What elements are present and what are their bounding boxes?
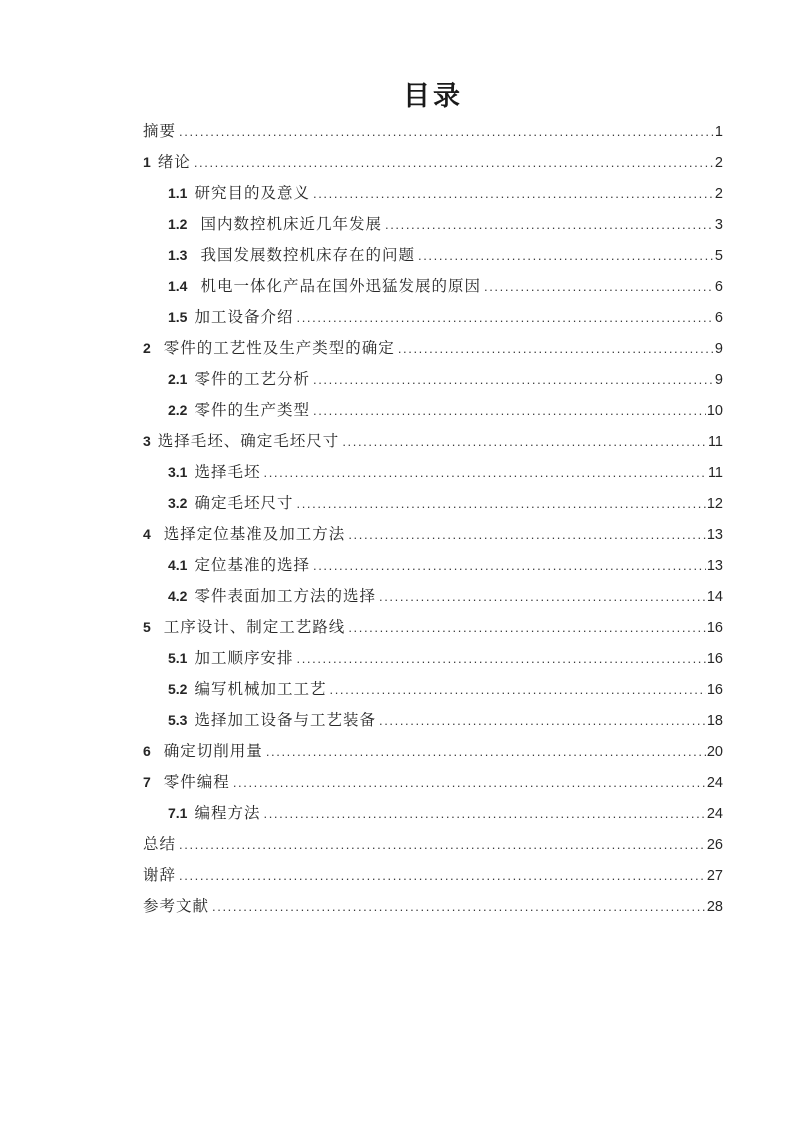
- toc-entry-label: 定位基准的选择: [194, 557, 310, 574]
- toc-entry-label: 确定切削用量: [163, 743, 263, 760]
- toc-entry[interactable]: [143, 240, 723, 271]
- toc-entry[interactable]: [143, 116, 723, 147]
- toc-entry[interactable]: [143, 612, 723, 643]
- toc-entry-page: 6: [714, 279, 723, 295]
- toc-entry-number: 5: [143, 619, 151, 635]
- dot-leader: [194, 147, 714, 178]
- dot-leader: [313, 550, 706, 581]
- dot-leader: [385, 209, 714, 240]
- dot-leader: [342, 426, 707, 457]
- dot-leader: [348, 519, 706, 550]
- toc-entry-label: 谢辞: [143, 867, 177, 884]
- toc-entry[interactable]: [143, 147, 723, 178]
- toc-entry-number: 1.4: [168, 278, 188, 294]
- toc-entry-label: 加工顺序安排: [194, 650, 294, 667]
- toc-entry-number: 5.1: [168, 650, 188, 666]
- toc-entry[interactable]: [143, 829, 723, 860]
- dot-leader: [379, 581, 706, 612]
- toc-entry-page: 2: [714, 186, 723, 202]
- toc-entry[interactable]: [143, 767, 723, 798]
- toc-entry-label: 选择定位基准及加工方法: [163, 526, 346, 543]
- dot-leader: [484, 271, 714, 302]
- dot-leader: [179, 860, 706, 891]
- dot-leader: [418, 240, 714, 271]
- toc-entry-page: 24: [706, 775, 723, 791]
- dot-leader: [212, 891, 706, 922]
- toc-entry[interactable]: [143, 643, 723, 674]
- dot-leader: [348, 612, 706, 643]
- toc-entry-label: 机电一体化产品在国外迅猛发展的原因: [200, 278, 481, 295]
- toc-entry-page: 3: [714, 217, 723, 233]
- toc-entry-number: 1.1: [168, 185, 188, 201]
- dot-leader: [398, 333, 714, 364]
- toc-entry-page: 13: [706, 558, 723, 574]
- toc-entry[interactable]: [143, 488, 723, 519]
- toc-entry-number: 5.3: [168, 712, 188, 728]
- toc-entry[interactable]: [143, 550, 723, 581]
- toc-entry-number: 2.2: [168, 402, 188, 418]
- toc-entry-label: 确定毛坯尺寸: [194, 495, 294, 512]
- toc-entry-label: 选择加工设备与工艺装备: [194, 712, 376, 729]
- toc-entry-number: 2.1: [168, 371, 188, 387]
- toc-entry-number: 1: [143, 154, 151, 170]
- toc-entry-number: 4.2: [168, 588, 188, 604]
- toc-entry-number: 2: [143, 340, 151, 356]
- toc-entry-label: 零件编程: [163, 774, 230, 791]
- toc-entry-label: 我国发展数控机床存在的问题: [200, 247, 415, 264]
- toc-entry-page: 16: [706, 651, 723, 667]
- toc-entry-label: 工序设计、制定工艺路线: [163, 619, 346, 636]
- toc-entry[interactable]: [143, 705, 723, 736]
- toc-entry[interactable]: [143, 860, 723, 891]
- toc-entry-page: 1: [714, 124, 723, 140]
- toc-entry[interactable]: [143, 581, 723, 612]
- dot-leader: [296, 643, 705, 674]
- toc-entry-number: 1.5: [168, 309, 188, 325]
- toc-entry-number: 1.3: [168, 247, 188, 263]
- toc-entry[interactable]: [143, 457, 723, 488]
- dot-leader: [263, 457, 706, 488]
- toc-entry-number: 4: [143, 526, 151, 542]
- toc-entry[interactable]: [143, 209, 723, 240]
- toc-entry[interactable]: [143, 798, 723, 829]
- toc-entry[interactable]: [143, 519, 723, 550]
- toc-list: [143, 116, 723, 922]
- toc-entry-page: 9: [714, 341, 723, 357]
- toc-entry[interactable]: [143, 333, 723, 364]
- toc-entry-page: 6: [714, 310, 723, 326]
- toc-entry-label: 零件的生产类型: [194, 402, 310, 419]
- toc-entry-page: 10: [706, 403, 723, 419]
- dot-leader: [263, 798, 705, 829]
- toc-entry-page: 26: [706, 837, 723, 853]
- toc-entry[interactable]: [143, 364, 723, 395]
- toc-entry-page: 13: [706, 527, 723, 543]
- toc-entry[interactable]: [143, 302, 723, 333]
- toc-entry-number: 3.2: [168, 495, 188, 511]
- dot-leader: [233, 767, 706, 798]
- toc-entry-page: 18: [706, 713, 723, 729]
- toc-entry-label: 选择毛坯: [194, 464, 261, 481]
- toc-entry-label: 零件的工艺分析: [194, 371, 310, 388]
- toc-entry-label: 选择毛坯、确定毛坯尺寸: [157, 433, 340, 450]
- toc-entry[interactable]: [143, 674, 723, 705]
- toc-entry-label: 加工设备介绍: [194, 309, 294, 326]
- dot-leader: [266, 736, 706, 767]
- toc-entry-page: 27: [706, 868, 723, 884]
- dot-leader: [329, 674, 705, 705]
- toc-entry-number: 4.1: [168, 557, 188, 573]
- toc-entry-label: 总结: [143, 836, 177, 853]
- toc-entry[interactable]: [143, 271, 723, 302]
- toc-entry-label: 零件的工艺性及生产类型的确定: [163, 340, 395, 357]
- toc-entry-number: 5.2: [168, 681, 188, 697]
- toc-entry-page: 11: [707, 465, 723, 481]
- toc-entry-label: 摘要: [143, 123, 177, 140]
- toc-entry-number: 6: [143, 743, 151, 759]
- dot-leader: [179, 116, 714, 147]
- toc-entry-number: 3.1: [168, 464, 188, 480]
- toc-entry-number: 3: [143, 433, 151, 449]
- toc-entry-page: 16: [706, 620, 723, 636]
- toc-entry-page: 14: [706, 589, 723, 605]
- toc-entry-page: 20: [706, 744, 723, 760]
- toc-entry-page: 24: [706, 806, 723, 822]
- toc-entry[interactable]: [143, 891, 723, 922]
- page-title: 目录: [403, 81, 463, 111]
- toc-entry[interactable]: [143, 395, 723, 426]
- toc-entry-label: 国内数控机床近几年发展: [200, 216, 382, 233]
- toc-entry-number: 7: [143, 774, 151, 790]
- toc-entry-number: 7.1: [168, 805, 188, 821]
- dot-leader: [313, 395, 706, 426]
- toc-entry-label: 编程方法: [194, 805, 261, 822]
- toc-entry[interactable]: [143, 178, 723, 209]
- toc-entry-page: 2: [714, 155, 723, 171]
- dot-leader: [296, 488, 705, 519]
- toc-entry-page: 11: [707, 434, 723, 450]
- dot-leader: [313, 364, 714, 395]
- toc-entry-page: 16: [706, 682, 723, 698]
- toc-entry-label: 参考文献: [143, 898, 210, 915]
- dot-leader: [379, 705, 706, 736]
- toc-entry-page: 12: [706, 496, 723, 512]
- toc-entry-page: 28: [706, 899, 723, 915]
- toc-entry-label: 研究目的及意义: [194, 185, 310, 202]
- toc-entry-page: 9: [714, 372, 723, 388]
- toc-entry-page: 5: [714, 248, 723, 264]
- toc-entry-label: 零件表面加工方法的选择: [194, 588, 376, 605]
- dot-leader: [313, 178, 714, 209]
- dot-leader: [179, 829, 706, 860]
- toc-entry[interactable]: [143, 736, 723, 767]
- dot-leader: [296, 302, 713, 333]
- toc-entry-label: 编写机械加工工艺: [194, 681, 327, 698]
- toc-entry-label: 绪论: [157, 154, 191, 171]
- toc-entry-number: 1.2: [168, 216, 188, 232]
- toc-entry[interactable]: [143, 426, 723, 457]
